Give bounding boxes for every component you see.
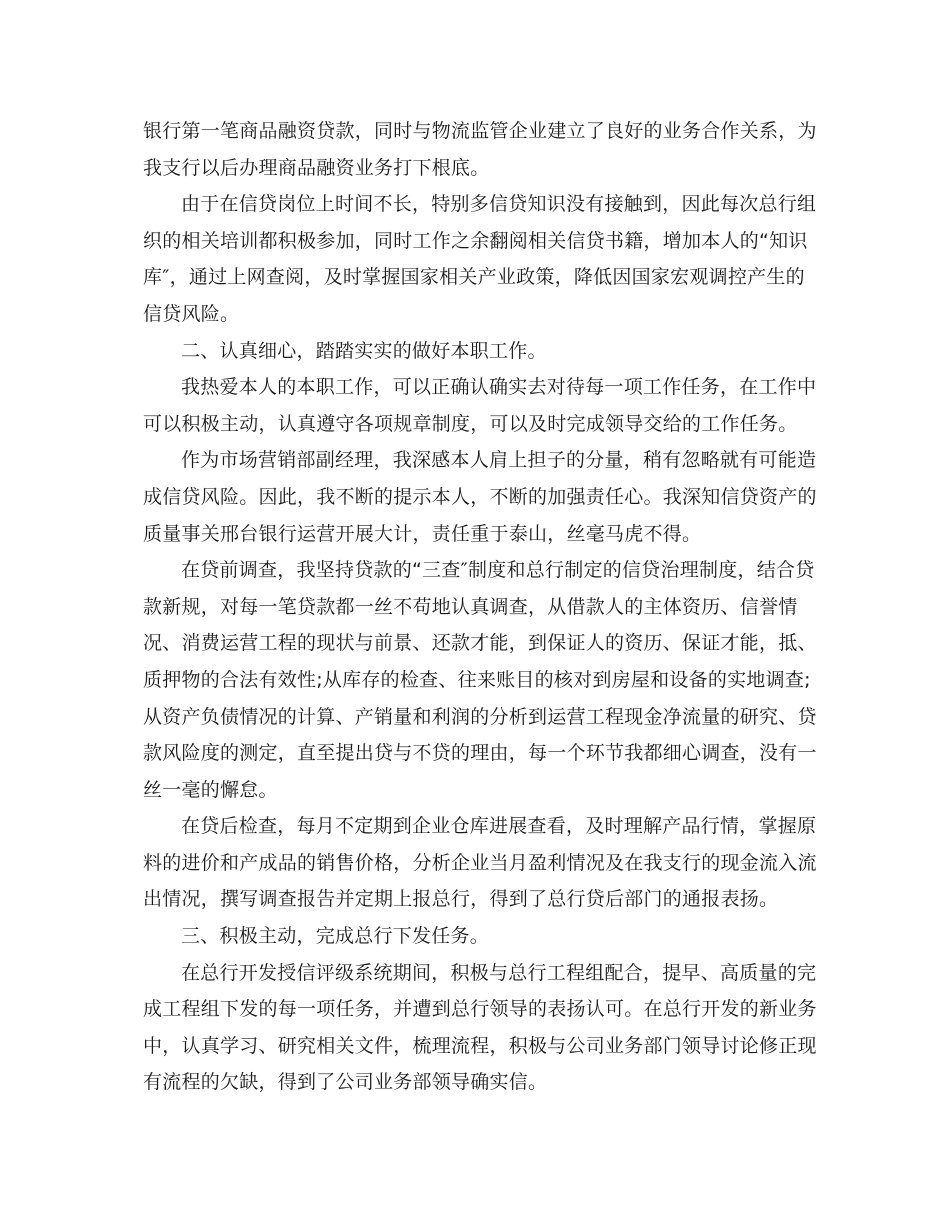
text-line: 我热爱本人的本职工作，可以正确认确实去对待每一项工作任务，在工作中 (181, 376, 817, 399)
text-line: 有流程的欠缺，得到了公司业务部领导确实信。 (143, 1071, 548, 1094)
document-body (143, 113, 817, 1101)
text-line: 库″，通过上网查阅，及时掌握国家相关产业政策，降低因国家宏观调控产生的 (143, 266, 805, 289)
text-line: 质押物的合法有效性;从库存的检查、往来账目的核对到房屋和设备的实地调查; (143, 668, 811, 691)
text-line: 料的进价和产成品的销售价格，分析企业当月盈利情况及在我支行的现金流入流 (143, 851, 817, 874)
text-line: 我支行以后办理商品融资业务打下根底。 (143, 156, 490, 179)
text-line: 二、认真细心，踏踏实实的做好本职工作。 (181, 339, 547, 362)
text-line: 况、消费运营工程的现状与前景、还款才能，到保证人的资历、保证才能，抵、 (143, 632, 817, 655)
text-line: 在总行开发授信评级系统期间，积极与总行工程组配合，提早、高质量的完 (181, 961, 817, 984)
text-line: 在贷前调查，我坚持贷款的“三查″制度和总行制定的信贷治理制度，结合贷 (181, 559, 815, 582)
text-line: 质量事关邢台银行运营开展大计，责任重于泰山，丝毫马虎不得。 (143, 522, 702, 545)
text-line: 出情况，撰写调查报告并定期上报总行，得到了总行贷后部门的通报表扬。 (143, 888, 779, 911)
text-line: 款风险度的测定，直至提出贷与不贷的理由，每一个环节我都细心调查，没有一 (143, 742, 817, 765)
text-line: 款新规，对每一笔贷款都一丝不苟地认真调查，从借款人的主体资历、信誉情 (143, 595, 798, 618)
text-line: 信贷风险。 (143, 302, 240, 325)
text-line: 中，认真学习、研究相关文件，梳理流程，积极与公司业务部门领导讨论修正现 (143, 1034, 817, 1057)
text-line: 丝一毫的懈怠。 (143, 778, 278, 801)
text-line: 银行第一笔商品融资贷款，同时与物流监管企业建立了良好的业务合作关系，为 (143, 120, 817, 142)
text-line: 织的相关培训都积极参加，同时工作之余翻阅相关信贷书籍，增加本人的“知识 (143, 229, 808, 252)
text-line: 三、积极主动，完成总行下发任务。 (181, 925, 490, 948)
text-line: 作为市场营销部副经理，我深感本人肩上担子的分量，稍有忽略就有可能造 (181, 449, 817, 472)
text-line: 成工程组下发的每一项任务，并遭到总行领导的表扬认可。在总行开发的新业务 (143, 998, 817, 1021)
text-line: 从资产负债情况的计算、产销量和利润的分析到运营工程现金净流量的研究、贷 (143, 705, 817, 728)
text-line: 可以积极主动，认真遵守各项规章制度，可以及时完成领导交给的工作任务。 (143, 412, 798, 435)
text-line: 成信贷风险。因此，我不断的提示本人，不断的加强责任心。我深知信贷资产的 (143, 485, 817, 508)
text-line: 在贷后检查，每月不定期到企业仓库进展查看，及时理解产品行情，掌握原 (181, 815, 817, 838)
text-line: 由于在信贷岗位上时间不长，特别多信贷知识没有接触到，因此每次总行组 (181, 193, 817, 216)
